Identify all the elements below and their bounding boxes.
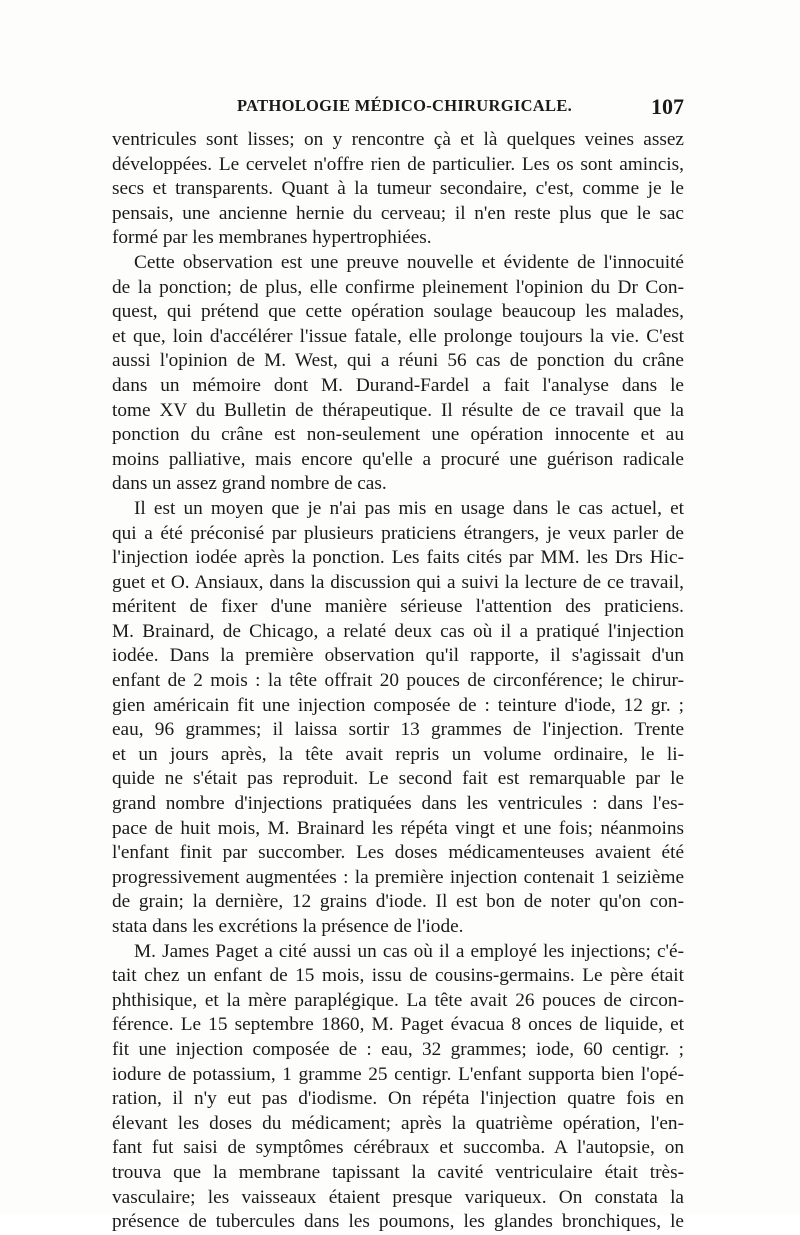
text-line: quide ne s'était pas reproduit. Le second fait est remarquable par le (112, 768, 684, 790)
paragraph (112, 497, 684, 940)
text-line: élevant les doses du médicament; après la quatrième opération, l'en- (112, 1112, 684, 1134)
text-line: formé par les membranes hypertrophiées. (112, 227, 432, 249)
running-title: PATHOLOGIE MÉDICO-CHIRURGICALE. (237, 96, 573, 115)
text-line: M. Brainard, de Chicago, a relaté deux cas où il a pratiqué l'injection (112, 620, 684, 642)
text-line: pace de huit mois, M. Brainard les répéta vingt et une fois; néanmoins (112, 817, 684, 839)
text-line: l'injection iodée après la ponction. Les faits cités par MM. les Drs Hic- (112, 547, 684, 569)
text-line: et que, loin d'accélérer l'issue fatale, elle prolonge toujours la vie. C'est (112, 325, 684, 347)
text-line: secs et transparents. Quant à la tumeur secondaire, c'est, comme je le (112, 178, 684, 200)
text-line: vasculaire; les vaisseaux étaient presque variqueux. On constata la (112, 1186, 684, 1208)
text-line: Cette observation est une preuve nouvelle et évidente de l'innocuité (134, 251, 684, 273)
paragraph (112, 940, 684, 1235)
text-line: eau, 96 grammes; il laissa sortir 13 grammes de l'injection. Trente (112, 719, 684, 741)
text-line: de grain; la dernière, 12 grains d'iode. Il est bon de noter qu'on con- (112, 891, 684, 913)
text-line: progressivement augmentées : la première injection contenait 1 seizième (112, 866, 684, 888)
page-number: 107 (651, 94, 684, 119)
paragraph (112, 251, 684, 497)
text-line: moins palliative, mais encore qu'elle a procuré une guérison radicale (112, 448, 684, 470)
page-header (112, 96, 684, 122)
text-line: l'enfant finit par succomber. Les doses médicamenteuses avaient été (112, 842, 684, 864)
text-line: dans un mémoire dont M. Durand-Fardel a fait l'analyse dans le (112, 374, 684, 396)
text-line: fit une injection composée de : eau, 32 grammes; iode, 60 centigr. ; (112, 1038, 684, 1060)
text-line: iodée. Dans la première observation qu'il rapporte, il s'agissait d'un (112, 645, 684, 667)
text-line: Il est un moyen que je n'ai pas mis en usage dans le cas actuel, et (134, 497, 684, 519)
text-line: phthisique, et la mère paraplégique. La tête avait 26 pouces de circon- (112, 989, 684, 1011)
text-line: de la ponction; de plus, elle confirme pleinement l'opinion du Dr Con- (112, 276, 684, 298)
text-line: qui a été préconisé par plusieurs praticiens étrangers, je veux parler de (112, 522, 684, 544)
text-line: dans un assez grand nombre de cas. (112, 473, 387, 495)
text-line: trouva que la membrane tapissant la cavité ventriculaire était très- (112, 1161, 684, 1183)
text-line: guet et O. Ansiaux, dans la discussion qui a suivi la lecture de ce travail, (112, 571, 684, 593)
text-line: gien américain fit une injection composée de : teinture d'iode, 12 gr. ; (112, 694, 684, 716)
body-text (112, 128, 684, 1235)
text-line: férence. Le 15 septembre 1860, M. Paget évacua 8 onces de liquide, et (112, 1014, 684, 1036)
text-line: ration, il n'y eut pas d'iodisme. On répéta l'injection quatre fois en (112, 1088, 684, 1110)
text-line: M. James Paget a cité aussi un cas où il a employé les injections; c'é- (134, 940, 684, 962)
text-line: méritent de fixer d'une manière sérieuse l'attention des praticiens. (112, 596, 684, 618)
text-line: stata dans les excrétions la présence de l'iode. (112, 916, 464, 937)
text-line: présence de tubercules dans les poumons, les glandes bronchiques, le (112, 1211, 684, 1233)
paragraph (112, 128, 684, 251)
text-line: aussi l'opinion de M. West, qui a réuni 56 cas de ponction du crâne (112, 350, 684, 372)
text-line: développées. Le cervelet n'offre rien de particulier. Les os sont amincis, (112, 153, 684, 175)
text-line: enfant de 2 mois : la tête offrait 20 pouces de circonférence; le chirur- (112, 670, 684, 692)
text-line: grand nombre d'injections pratiquées dans les ventricules : dans l'es- (112, 793, 684, 815)
text-line: ponction du crâne est non-seulement une opération innocente et au (112, 424, 684, 446)
text-line: et un jours après, la tête avait repris un volume ordinaire, le li- (112, 743, 684, 765)
text-line: quest, qui prétend que cette opération soulage beaucoup les malades, (112, 301, 684, 323)
text-line: tome XV du Bulletin de thérapeutique. Il résulte de ce travail que la (112, 399, 684, 421)
text-line: ventricules sont lisses; on y rencontre çà et là quelques veines assez (112, 129, 684, 150)
text-line: fant fut saisi de symptômes cérébraux et succomba. A l'autopsie, on (112, 1137, 684, 1159)
text-line: pensais, une ancienne hernie du cerveau; il n'en reste plus que le sac (112, 202, 684, 224)
text-line: iodure de potassium, 1 gramme 25 centigr. L'enfant supporta bien l'opé- (112, 1063, 684, 1085)
text-line: tait chez un enfant de 15 mois, issu de cousins-germains. Le père était (112, 965, 684, 987)
